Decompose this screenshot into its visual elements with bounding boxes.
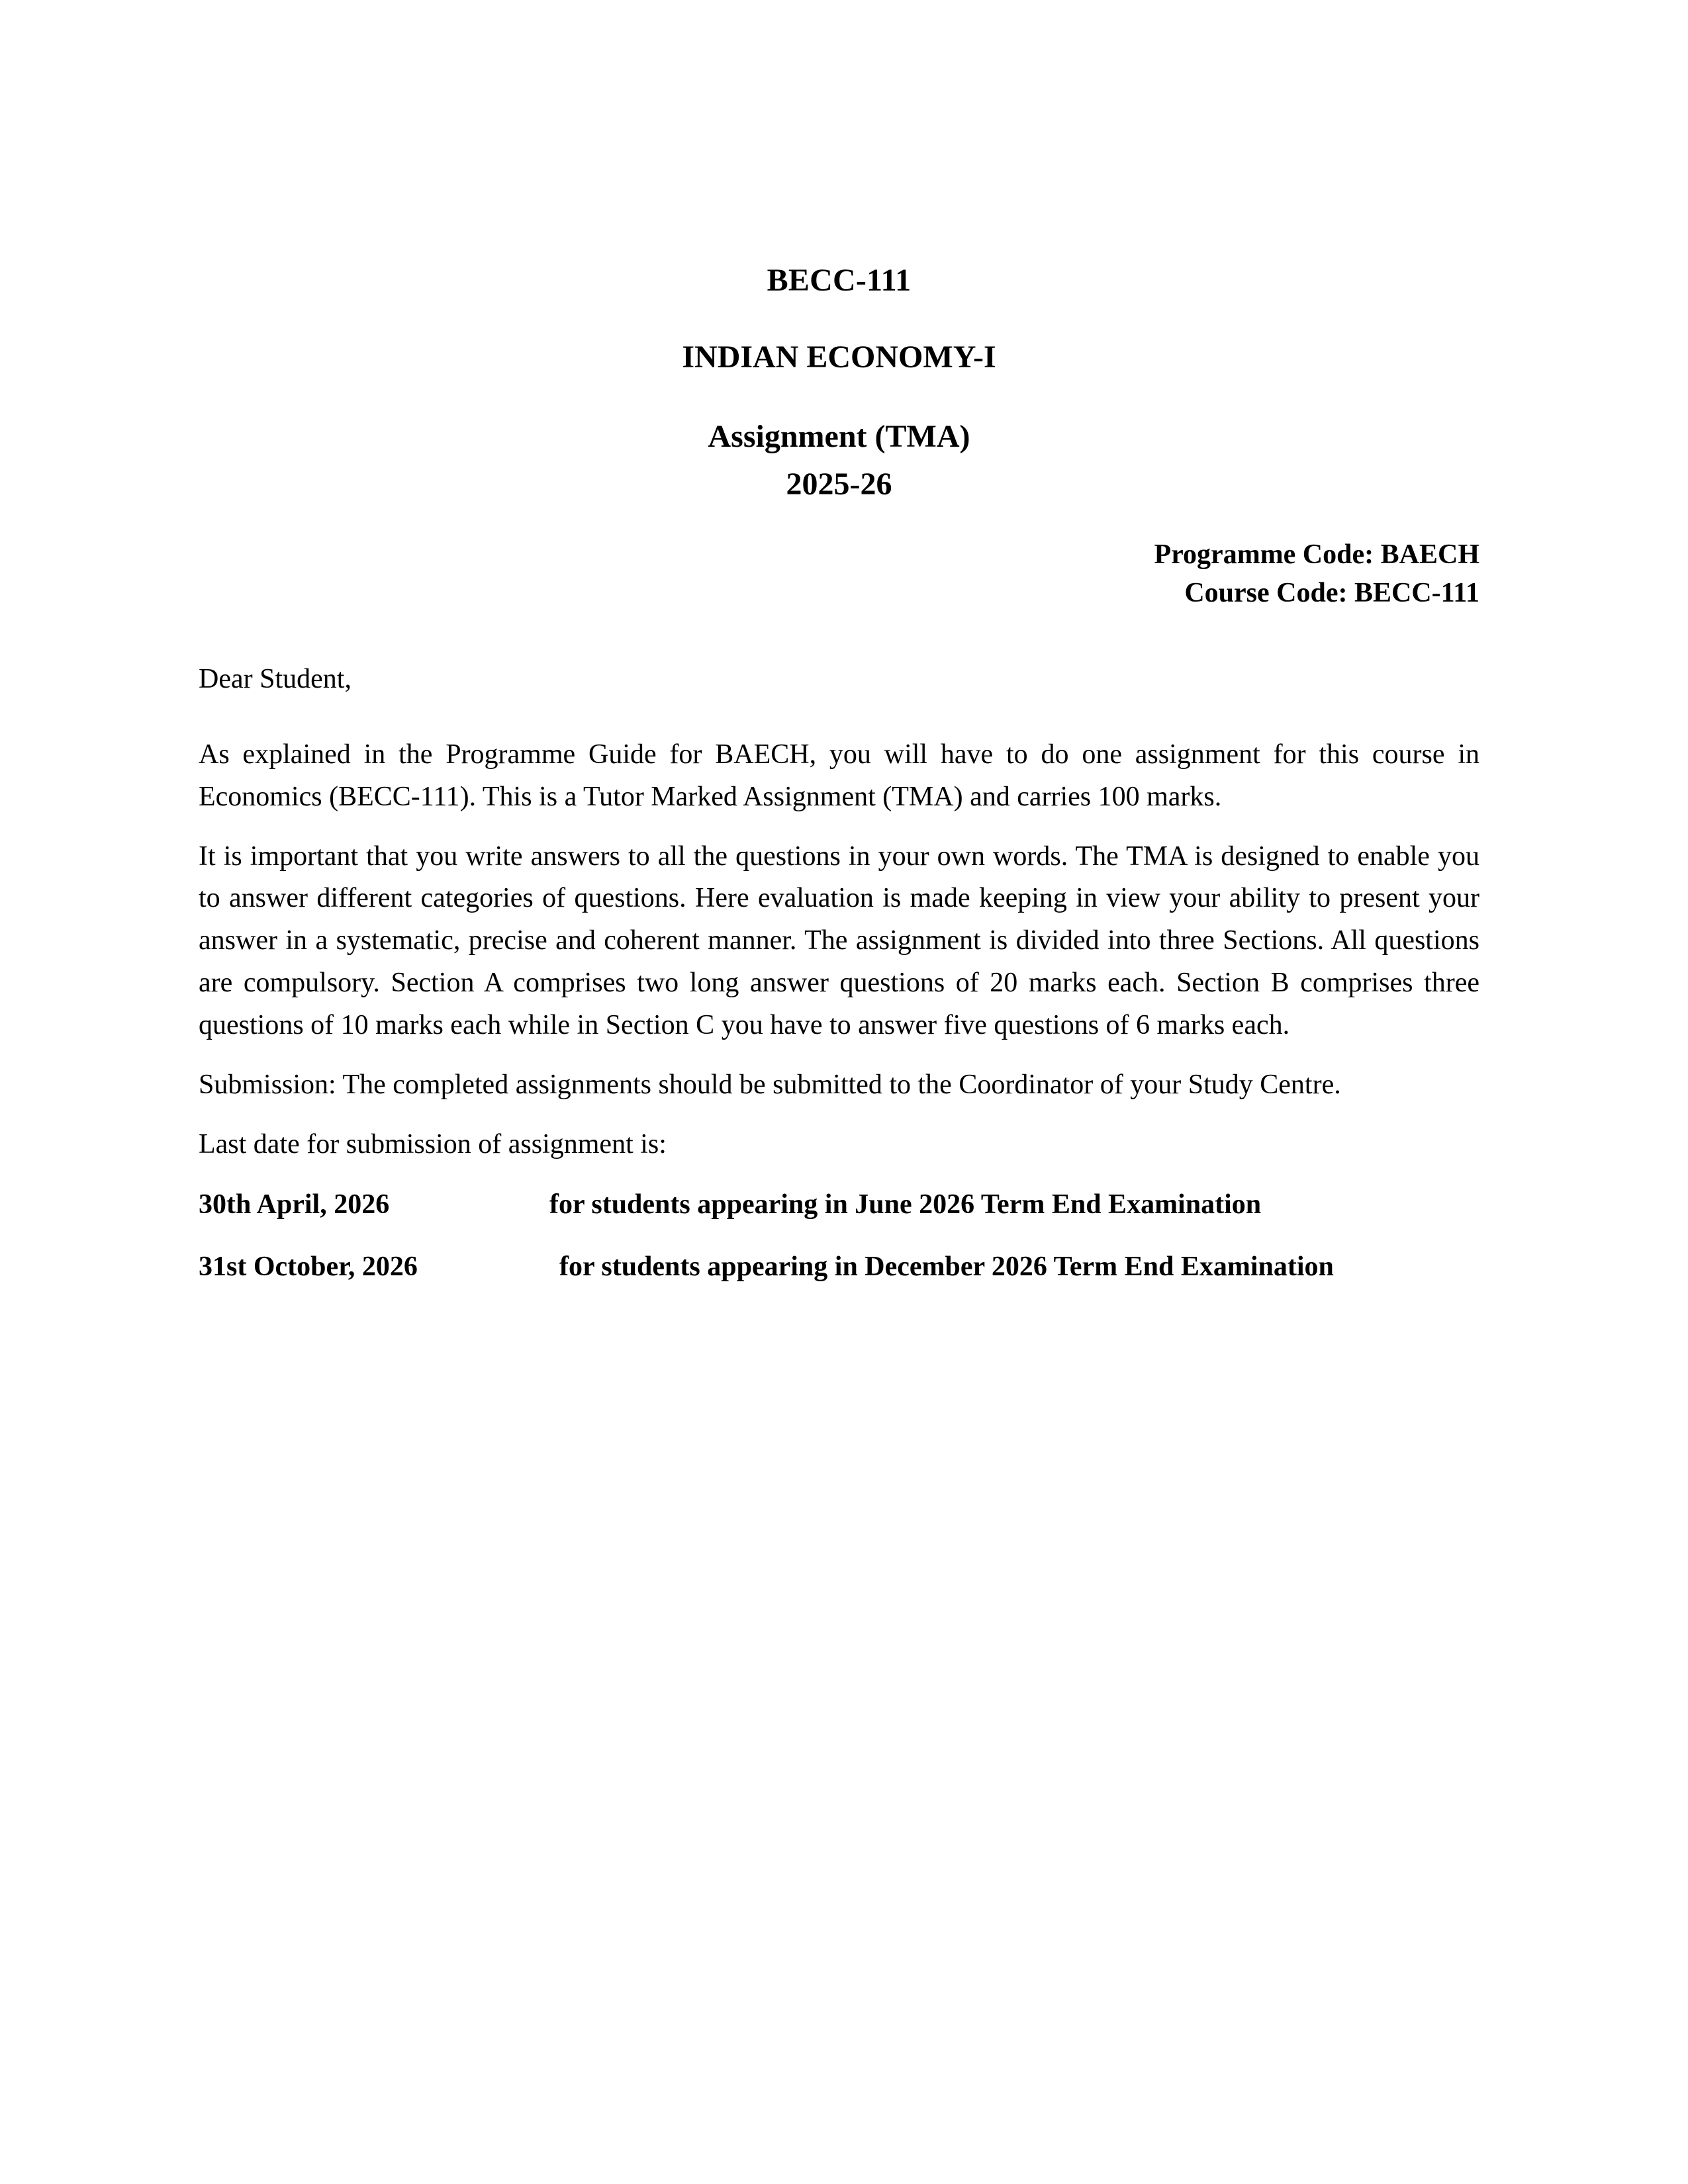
salutation: Dear Student,	[199, 664, 352, 694]
course-codes-block	[1154, 536, 1479, 613]
submission-date-description: for students appearing in December 2026 Term End Examination	[559, 1251, 1334, 1283]
instructions-paragraph: It is important that you write answers to all the questions in your own words. The TMA is designed to enable you to answer different categories of questions. Here evaluation is made keeping in view your ability to present your answer in a systematic, precise and coherent manner. The assignment is divided into three Sections. All questions are compulsory. Section A comprises two long answer questions of 20 marks each. Section B comprises three questions of 10 marks each while in Section C you have to answer five questions of 6 marks each.	[199, 841, 1479, 1040]
programme-code-line: Programme Code: BAECH	[1154, 539, 1479, 570]
intro-paragraph: As explained in the Programme Guide for BAECH, you will have to do one assignment for this course in Economics (BECC-111). This is a Tutor Marked Assignment (TMA) and carries 100 marks.	[199, 739, 1479, 812]
submission-date-value: 31st October, 2026	[199, 1251, 418, 1283]
submission-dates-list	[199, 1191, 1479, 1281]
submission-date-value: 30th April, 2026	[199, 1189, 390, 1220]
document-heading-block	[199, 265, 1479, 500]
submission-paragraph: Submission: The completed assignments should be submitted to the Coordinator of your Study Centre.	[199, 1069, 1341, 1100]
submission-date-description: for students appearing in June 2026 Term End Examination	[549, 1189, 1262, 1220]
document-body	[199, 665, 1479, 1315]
course-code-line: Course Code: BECC-111	[1184, 577, 1479, 608]
assignment-type-heading: Assignment (TMA)	[708, 419, 970, 454]
page-title: BECC-111	[767, 263, 912, 298]
course-subtitle: INDIAN ECONOMY-I	[682, 340, 996, 375]
last-date-label: Last date for submission of assignment is:	[199, 1128, 667, 1160]
submission-date-row	[199, 1191, 1479, 1218]
submission-date-row	[199, 1253, 1479, 1281]
session-year-heading: 2025-26	[786, 467, 892, 502]
